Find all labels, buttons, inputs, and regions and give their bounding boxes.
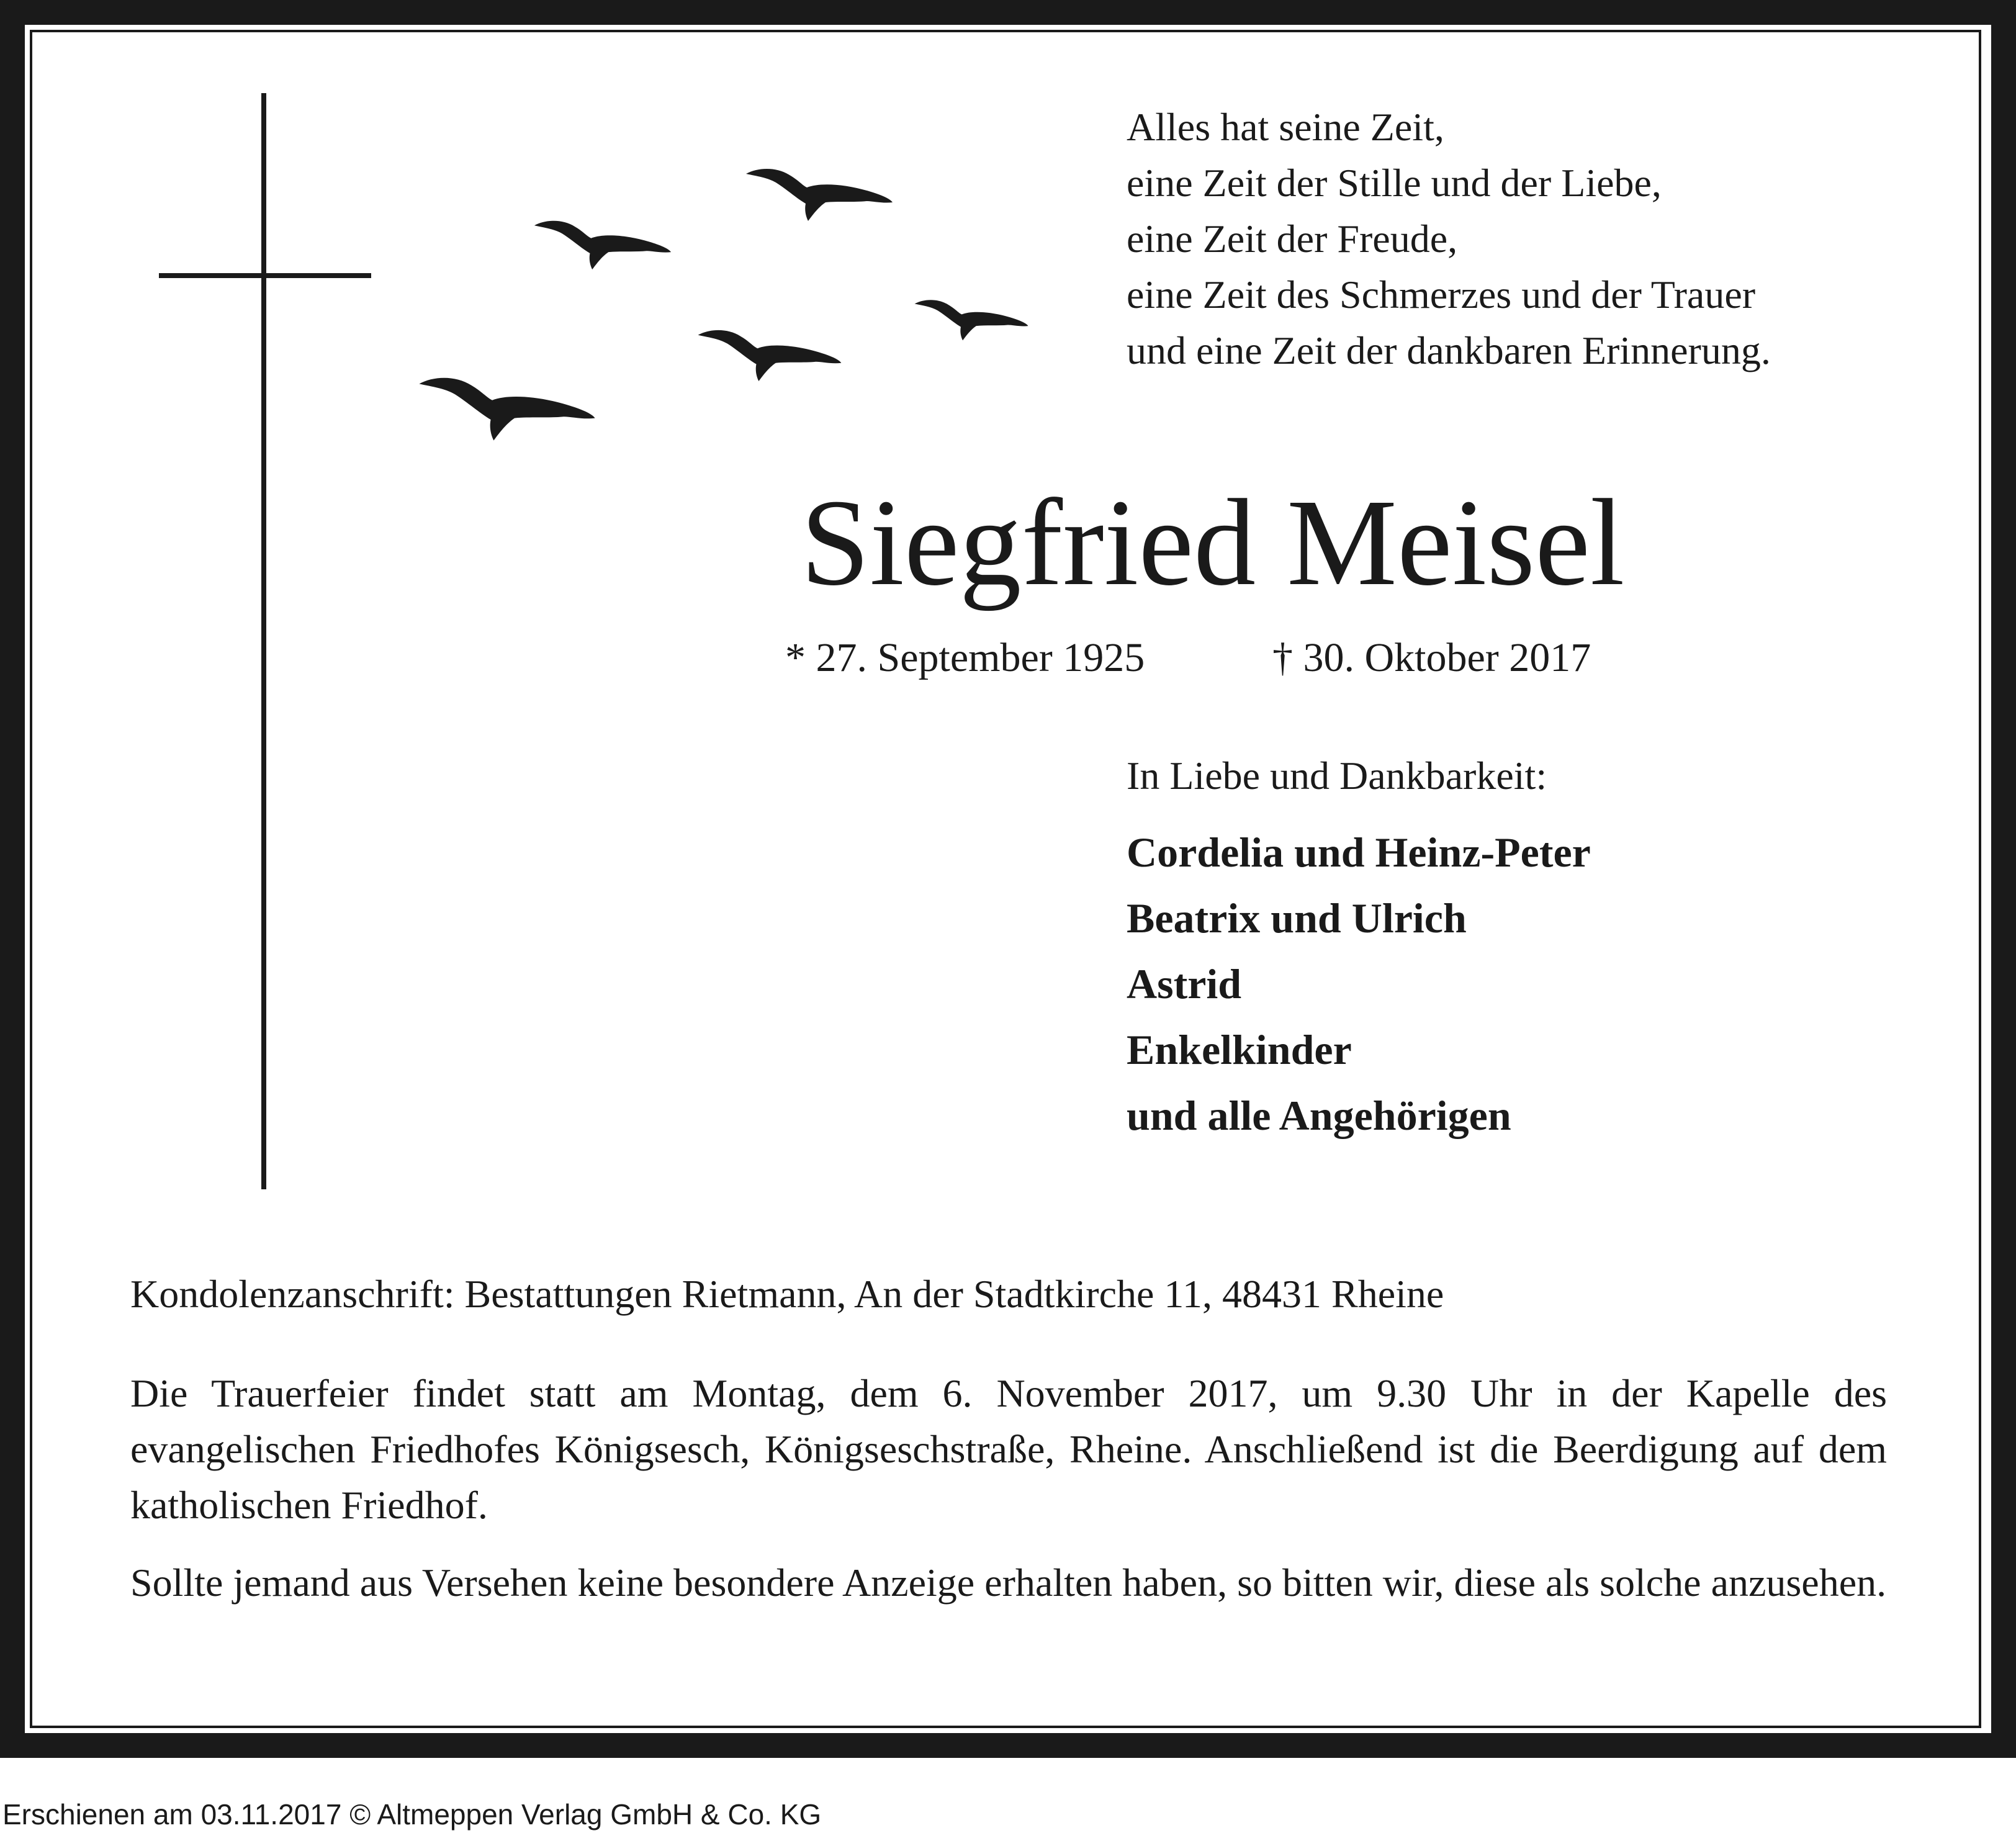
poem-line: eine Zeit der Freude,	[1127, 217, 1458, 261]
mourner-name: und alle Angehörigen	[1127, 1092, 1511, 1139]
bird-icon	[533, 218, 673, 271]
mourners-list	[1127, 822, 1591, 1151]
mourner-name: Cordelia und Heinz-Peter	[1127, 829, 1591, 876]
mourner-name: Astrid	[1127, 960, 1242, 1007]
condolence-address: Kondolenzanschrift: Bestattungen Rietmann, An der Stadtkirche 11, 48431 Rheine	[130, 1272, 1444, 1316]
birth-date: * 27. September 1925	[785, 635, 1145, 680]
poem-line: Alles hat seine Zeit,	[1127, 105, 1444, 149]
poem-line: eine Zeit der Stille und der Liebe,	[1127, 161, 1662, 205]
bird-icon	[696, 328, 843, 382]
bird-icon	[417, 375, 597, 442]
poem-line: eine Zeit des Schmerzes und der Trauer	[1127, 272, 1756, 317]
poem	[1127, 99, 1771, 379]
mourners-intro: In Liebe und Dankbarkeit:	[1127, 754, 1547, 798]
funeral-info: Die Trauerfeier findet statt am Montag, dem 6. November 2017, um 9.30 Uhr in der Kapelle des evangelischen Friedhofes Königsesch, Königseschstraße, Rheine. Anschließend ist die Beerdigung auf dem katholischen Friedhof.	[130, 1371, 1887, 1527]
cross-vertical-beam	[261, 93, 266, 1189]
notice-text: Sollte jemand aus Versehen keine besondere Anzeige erhalten haben, so bitten wir, diese als solche anzusehen.	[130, 1561, 1887, 1605]
bird-icon	[745, 166, 894, 222]
mourner-name: Beatrix und Ulrich	[1127, 894, 1467, 942]
mourner-name: Enkelkinder	[1127, 1026, 1352, 1073]
deceased-name: Siegfried Meisel	[801, 474, 1625, 611]
bird-icon	[914, 298, 1029, 341]
publication-footer: Erschienen am 03.11.2017 © Altmeppen Verlag GmbH & Co. KG	[2, 1798, 822, 1831]
poem-line: und eine Zeit der dankbaren Erinnerung.	[1127, 328, 1771, 372]
death-date: † 30. Oktober 2017	[1272, 635, 1591, 680]
cross-horizontal-beam	[159, 273, 371, 278]
